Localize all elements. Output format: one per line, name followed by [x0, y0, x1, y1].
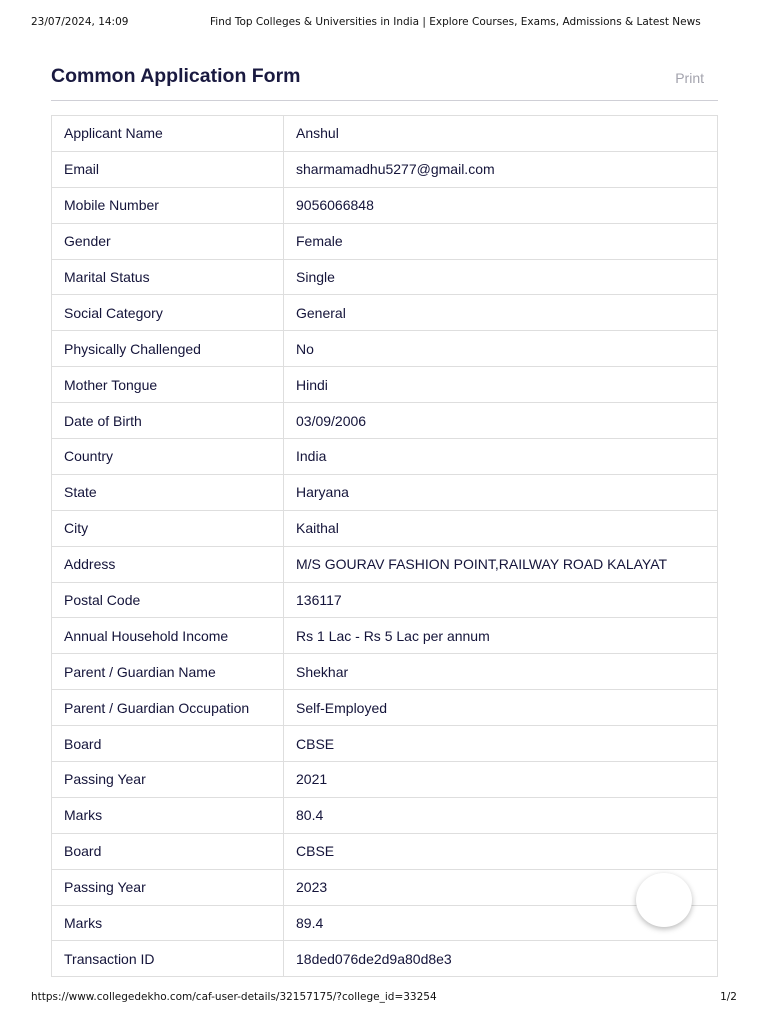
field-label: Social Category [52, 295, 284, 331]
field-label: Transaction ID [52, 941, 284, 977]
field-value: India [284, 439, 718, 475]
print-footer [31, 991, 737, 1005]
table-row [52, 403, 718, 439]
print-page-title: Find Top Colleges & Universities in India | Explore Courses, Exams, Admissions & Latest News [210, 16, 701, 28]
field-value: 136117 [284, 582, 718, 618]
table-row [52, 833, 718, 869]
field-label: Physically Challenged [52, 331, 284, 367]
field-value: Shekhar [284, 654, 718, 690]
field-value: Single [284, 259, 718, 295]
field-value: CBSE [284, 833, 718, 869]
floating-action-button[interactable] [636, 873, 692, 927]
applicant-details-table [51, 115, 718, 977]
field-label: Date of Birth [52, 403, 284, 439]
field-value: Anshul [284, 116, 718, 152]
form-header [51, 60, 718, 101]
field-label: Board [52, 726, 284, 762]
table-row [52, 582, 718, 618]
table-row [52, 474, 718, 510]
print-header [31, 16, 737, 30]
field-value: Hindi [284, 367, 718, 403]
field-value: Rs 1 Lac - Rs 5 Lac per annum [284, 618, 718, 654]
table-row [52, 797, 718, 833]
table-row [52, 941, 718, 977]
field-label: Postal Code [52, 582, 284, 618]
field-label: Passing Year [52, 869, 284, 905]
field-value: 9056066848 [284, 187, 718, 223]
field-value: No [284, 331, 718, 367]
field-label: Mobile Number [52, 187, 284, 223]
table-row [52, 187, 718, 223]
field-label: Passing Year [52, 762, 284, 798]
field-value: CBSE [284, 726, 718, 762]
field-label: Board [52, 833, 284, 869]
table-row [52, 116, 718, 152]
field-value: 2021 [284, 762, 718, 798]
table-row [52, 654, 718, 690]
field-value: 03/09/2006 [284, 403, 718, 439]
table-row [52, 259, 718, 295]
page-title: Common Application Form [51, 65, 301, 87]
field-value: 89.4 [284, 905, 718, 941]
field-label: Gender [52, 223, 284, 259]
table-row [52, 618, 718, 654]
field-label: Annual Household Income [52, 618, 284, 654]
table-row [52, 510, 718, 546]
field-label: Parent / Guardian Occupation [52, 690, 284, 726]
print-datetime: 23/07/2024, 14:09 [31, 16, 129, 28]
field-label: Marks [52, 797, 284, 833]
field-value: 18ded076de2d9a80d8e3 [284, 941, 718, 977]
table-row [52, 905, 718, 941]
field-label: Parent / Guardian Name [52, 654, 284, 690]
table-row [52, 762, 718, 798]
field-label: Marital Status [52, 259, 284, 295]
field-value: Kaithal [284, 510, 718, 546]
field-label: State [52, 474, 284, 510]
print-url: https://www.collegedekho.com/caf-user-details/32157175/?college_id=33254 [31, 991, 437, 1003]
table-row [52, 331, 718, 367]
table-row [52, 869, 718, 905]
table-row [52, 295, 718, 331]
table-body [52, 116, 718, 977]
field-value: M/S GOURAV FASHION POINT,RAILWAY ROAD KALAYAT [284, 546, 718, 582]
field-value: Female [284, 223, 718, 259]
field-value: 2023 [284, 869, 718, 905]
table-row [52, 546, 718, 582]
field-value: General [284, 295, 718, 331]
table-row [52, 151, 718, 187]
field-label: Country [52, 439, 284, 475]
field-label: Applicant Name [52, 116, 284, 152]
print-button[interactable]: Print [675, 70, 704, 86]
field-value: 80.4 [284, 797, 718, 833]
field-value: Self-Employed [284, 690, 718, 726]
field-label: Mother Tongue [52, 367, 284, 403]
table-row [52, 726, 718, 762]
field-value: Haryana [284, 474, 718, 510]
page-number: 1/2 [720, 991, 737, 1003]
field-label: Address [52, 546, 284, 582]
field-value: sharmamadhu5277@gmail.com [284, 151, 718, 187]
field-label: City [52, 510, 284, 546]
table-row [52, 439, 718, 475]
field-label: Marks [52, 905, 284, 941]
table-row [52, 690, 718, 726]
table-row [52, 223, 718, 259]
field-label: Email [52, 151, 284, 187]
table-row [52, 367, 718, 403]
